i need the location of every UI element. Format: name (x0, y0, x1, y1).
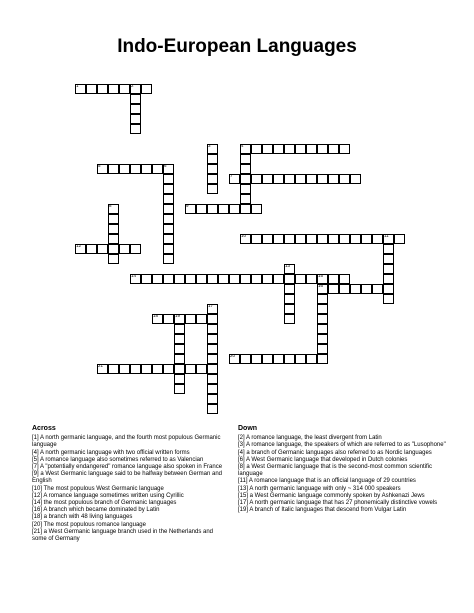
grid-cell[interactable] (141, 364, 152, 374)
clue-down: [15] a West Germanic language commonly spoken by Ashkenazi Jews (238, 492, 425, 499)
grid-cell[interactable] (207, 374, 218, 384)
grid-cell[interactable] (207, 384, 218, 394)
clue-across: [5] A romance language also sometimes referred to as Valencian (32, 456, 204, 463)
clue-across: [4] A north germanic language with two official written forms (32, 449, 190, 456)
grid-cell[interactable] (262, 274, 273, 284)
grid-cell[interactable] (86, 244, 97, 254)
grid-cell[interactable] (262, 144, 273, 154)
grid-cell[interactable] (108, 234, 119, 244)
grid-cell[interactable] (317, 144, 328, 154)
grid-cell[interactable] (240, 184, 251, 194)
clue-number: 12 (76, 243, 82, 248)
grid-cell[interactable] (207, 204, 218, 214)
grid-cell[interactable] (339, 174, 350, 184)
clue-down: [8] a West Germanic language that is the second-most common scientific language (238, 464, 432, 478)
grid-cell[interactable] (163, 184, 174, 194)
grid-cell[interactable] (372, 284, 383, 294)
grid-cell[interactable] (207, 164, 218, 174)
grid-cell[interactable] (284, 294, 295, 304)
grid-cell[interactable] (361, 284, 372, 294)
grid-cell[interactable] (284, 264, 295, 274)
page-title: Indo-European Languages (117, 36, 357, 57)
grid-cell[interactable] (130, 124, 141, 134)
clue-number: 3 (208, 143, 211, 148)
grid-cell[interactable] (306, 234, 317, 244)
grid-cell[interactable] (240, 354, 251, 364)
clue-across: [7] A "potentially endangered" romance language also spoken in France (32, 464, 223, 471)
grid-cell[interactable] (262, 174, 273, 184)
grid-cell[interactable] (229, 274, 240, 284)
grid-cell[interactable] (196, 204, 207, 214)
grid-cell[interactable] (108, 204, 119, 214)
clue-number: 4 (241, 143, 244, 148)
grid-cell[interactable] (174, 364, 185, 374)
grid-cell[interactable] (108, 244, 119, 254)
down-heading: Down (238, 425, 258, 432)
grid-cell[interactable] (251, 204, 262, 214)
clue-number: 9 (186, 203, 189, 208)
grid-cell[interactable] (163, 194, 174, 204)
grid-cell[interactable] (119, 244, 130, 254)
grid-cell[interactable] (339, 144, 350, 154)
grid-cell[interactable] (306, 274, 317, 284)
grid-cell[interactable] (284, 274, 295, 284)
grid-cell[interactable] (240, 154, 251, 164)
clue-number: 18 (153, 313, 159, 318)
grid-cell[interactable] (218, 204, 229, 214)
grid-cell[interactable] (240, 174, 251, 184)
grid-cell[interactable] (306, 144, 317, 154)
grid-cell[interactable] (152, 314, 163, 324)
clue-number: 17 (208, 303, 214, 308)
clue-down: [6] A West Germanic language that developed in Dutch colonies (238, 456, 408, 463)
grid-cell[interactable] (295, 174, 306, 184)
grid-cell[interactable] (130, 94, 141, 104)
clue-number: 13 (285, 263, 291, 268)
grid-cell[interactable] (207, 304, 218, 314)
grid-cell[interactable] (240, 144, 251, 154)
clue-number: 14 (131, 273, 137, 278)
grid-cell[interactable] (251, 234, 262, 244)
grid-cell[interactable] (207, 314, 218, 324)
grid-cell[interactable] (163, 274, 174, 284)
grid-cell[interactable] (383, 274, 394, 284)
clue-number: 8 (109, 203, 112, 208)
grid-cell[interactable] (339, 284, 350, 294)
clue-down: [17] A north germanic language that has 27 phonemically distinctive vowels (238, 500, 438, 507)
grid-cell[interactable] (350, 174, 361, 184)
clue-across: [14] the most populous branch of Germanic languages (32, 500, 177, 507)
grid-cell[interactable] (207, 324, 218, 334)
grid-cell[interactable] (240, 164, 251, 174)
grid-cell[interactable] (152, 364, 163, 374)
grid-cell[interactable] (163, 174, 174, 184)
grid-cell[interactable] (141, 84, 152, 94)
clue-number: 6 (164, 163, 167, 168)
grid-cell[interactable] (328, 234, 339, 244)
grid-cell[interactable] (207, 354, 218, 364)
grid-cell[interactable] (317, 304, 328, 314)
grid-cell[interactable] (97, 164, 108, 174)
grid-cell[interactable] (174, 274, 185, 284)
grid-cell[interactable] (284, 174, 295, 184)
grid-cell[interactable] (339, 274, 350, 284)
grid-cell[interactable] (317, 284, 328, 294)
clue-number: 7 (230, 173, 233, 178)
grid-cell[interactable] (207, 144, 218, 154)
grid-cell[interactable] (207, 394, 218, 404)
grid-cell[interactable] (130, 104, 141, 114)
clue-number: 15 (318, 273, 324, 278)
grid-cell[interactable] (218, 274, 229, 284)
grid-cell[interactable] (163, 234, 174, 244)
grid-cell[interactable] (174, 354, 185, 364)
grid-cell[interactable] (207, 334, 218, 344)
grid-cell[interactable] (383, 254, 394, 264)
grid-cell[interactable] (284, 284, 295, 294)
grid-cell[interactable] (108, 84, 119, 94)
grid-cell[interactable] (163, 214, 174, 224)
clue-number: 2 (131, 83, 134, 88)
grid-cell[interactable] (108, 254, 119, 264)
grid-cell[interactable] (262, 354, 273, 364)
grid-cell[interactable] (251, 354, 262, 364)
grid-cell[interactable] (317, 334, 328, 344)
grid-cell[interactable] (273, 174, 284, 184)
grid-cell[interactable] (383, 244, 394, 254)
grid-cell[interactable] (284, 314, 295, 324)
grid-cell[interactable] (273, 144, 284, 154)
clue-across: [21] a West Germanic language branch used in the Netherlands and some of Germany (32, 528, 214, 543)
clue-number: 20 (230, 353, 236, 358)
grid-cell[interactable] (251, 274, 262, 284)
grid-cell[interactable] (119, 164, 130, 174)
grid-cell[interactable] (185, 204, 196, 214)
grid-cell[interactable] (141, 274, 152, 284)
grid-cell[interactable] (130, 364, 141, 374)
grid-cell[interactable] (163, 224, 174, 234)
grid-cell[interactable] (284, 354, 295, 364)
grid-cell[interactable] (108, 214, 119, 224)
grid-cell[interactable] (152, 274, 163, 284)
grid-cell[interactable] (97, 244, 108, 254)
grid-cell[interactable] (207, 174, 218, 184)
grid-cell[interactable] (328, 174, 339, 184)
grid-cell[interactable] (295, 354, 306, 364)
clue-number: 11 (384, 233, 389, 238)
clue-number: 1 (76, 83, 79, 88)
grid-cell[interactable] (185, 274, 196, 284)
grid-cell[interactable] (174, 344, 185, 354)
clue-down: [19] A branch of Italic languages that descend from Vulgar Latin (238, 507, 407, 514)
grid-cell[interactable] (350, 234, 361, 244)
grid-cell[interactable] (317, 344, 328, 354)
grid-cell[interactable] (361, 234, 372, 244)
grid-cell[interactable] (174, 334, 185, 344)
grid-cell[interactable] (229, 354, 240, 364)
grid-cell[interactable] (130, 244, 141, 254)
clue-across: [20] The most populous romance language (32, 521, 146, 528)
grid-cell[interactable] (328, 284, 339, 294)
grid-cell[interactable] (251, 174, 262, 184)
grid-cell[interactable] (273, 274, 284, 284)
grid-cell[interactable] (119, 364, 130, 374)
grid-cell[interactable] (130, 164, 141, 174)
grid-cell[interactable] (185, 314, 196, 324)
grid-cell[interactable] (130, 84, 141, 94)
grid-cell[interactable] (174, 384, 185, 394)
grid-cell[interactable] (229, 204, 240, 214)
grid-cell[interactable] (163, 244, 174, 254)
clue-across: [9] a West Germanic language said to be halfway between German and English (32, 471, 222, 485)
clue-across: [16] A branch which became dominated by Latin (32, 507, 160, 514)
across-heading: Across (32, 425, 56, 432)
grid-cell[interactable] (108, 164, 119, 174)
grid-cell[interactable] (383, 284, 394, 294)
grid-cell[interactable] (383, 264, 394, 274)
grid-cell[interactable] (196, 364, 207, 374)
clue-down: [3] A romance language, the speakers of which are referred to as "Lusophone" (238, 442, 446, 449)
grid-cell[interactable] (207, 184, 218, 194)
grid-cell[interactable] (306, 354, 317, 364)
grid-cell[interactable] (306, 174, 317, 184)
grid-cell[interactable] (339, 234, 350, 244)
grid-cell[interactable] (284, 234, 295, 244)
grid-cell[interactable] (240, 274, 251, 284)
grid-cell[interactable] (295, 234, 306, 244)
grid-cell[interactable] (196, 274, 207, 284)
grid-cell[interactable] (273, 234, 284, 244)
grid-cell[interactable] (185, 364, 196, 374)
grid-cell[interactable] (207, 404, 218, 414)
grid-cell[interactable] (317, 314, 328, 324)
clue-number: 5 (98, 163, 101, 168)
grid-cell[interactable] (284, 144, 295, 154)
grid-cell[interactable] (163, 254, 174, 264)
clue-across: [12] A romance language sometimes written using Cyrillic (32, 492, 184, 499)
grid-cell[interactable] (207, 364, 218, 374)
grid-cell[interactable] (295, 144, 306, 154)
grid-cell[interactable] (273, 354, 284, 364)
grid-cell[interactable] (97, 364, 108, 374)
clue-down: [11] A romance language that is an official language of 29 countries (238, 478, 416, 485)
grid-cell[interactable] (174, 314, 185, 324)
grid-cell[interactable] (328, 144, 339, 154)
across-clues (32, 425, 228, 543)
grid-cell[interactable] (350, 284, 361, 294)
clue-across: [18] a branch with 48 living languages (32, 514, 133, 521)
grid-cell[interactable] (108, 224, 119, 234)
grid-cell[interactable] (86, 84, 97, 94)
grid-cell[interactable] (240, 234, 251, 244)
grid-cell[interactable] (130, 274, 141, 284)
clue-down: [2] A romance language, the least divergent from Latin (238, 435, 382, 442)
grid-cell[interactable] (75, 84, 86, 94)
grid-cell[interactable] (163, 314, 174, 324)
grid-cell[interactable] (328, 274, 339, 284)
grid-cell[interactable] (163, 164, 174, 174)
grid-cell[interactable] (251, 144, 262, 154)
grid-cell[interactable] (207, 154, 218, 164)
clue-number: 10 (241, 233, 247, 238)
grid-cell[interactable] (295, 274, 306, 284)
grid-cell[interactable] (141, 164, 152, 174)
clue-number: 21 (98, 363, 104, 368)
clue-down: [13] A north germanic language with only ~ 314 000 speakers (238, 485, 401, 492)
clue-number: 19 (175, 313, 181, 318)
clue-across: [1] A north germanic language, and the fourth most populous Germanic language (32, 435, 221, 449)
grid-cell[interactable] (317, 324, 328, 334)
grid-cell[interactable] (317, 294, 328, 304)
grid-cell[interactable] (317, 354, 328, 364)
grid-cell[interactable] (317, 174, 328, 184)
grid-cell[interactable] (284, 304, 295, 314)
grid-cell[interactable] (383, 234, 394, 244)
grid-cell[interactable] (207, 344, 218, 354)
grid-cell[interactable] (240, 194, 251, 204)
grid-cell[interactable] (152, 164, 163, 174)
grid-cell[interactable] (108, 364, 119, 374)
grid-cell[interactable] (174, 374, 185, 384)
clue-number: 16 (318, 283, 324, 288)
grid-cell[interactable] (372, 234, 383, 244)
grid-cell[interactable] (207, 274, 218, 284)
down-clues (238, 425, 450, 514)
grid-cell[interactable] (163, 204, 174, 214)
grid-cell[interactable] (240, 204, 251, 214)
grid-cell[interactable] (383, 294, 394, 304)
grid-cell[interactable] (229, 174, 240, 184)
grid-cell[interactable] (317, 234, 328, 244)
grid-cell[interactable] (196, 314, 207, 324)
grid-cell[interactable] (97, 84, 108, 94)
grid-cell[interactable] (130, 114, 141, 124)
grid-cell[interactable] (174, 324, 185, 334)
grid-cell[interactable] (119, 84, 130, 94)
clue-down: [4] a branch of Germanic languages also referred to as Nordic languages (238, 449, 432, 456)
clue-across: [10] The most populous West Germanic language (32, 485, 164, 492)
grid-cell[interactable] (75, 244, 86, 254)
grid-cell[interactable] (394, 234, 405, 244)
grid-cell[interactable] (163, 364, 174, 374)
grid-cell[interactable] (262, 234, 273, 244)
